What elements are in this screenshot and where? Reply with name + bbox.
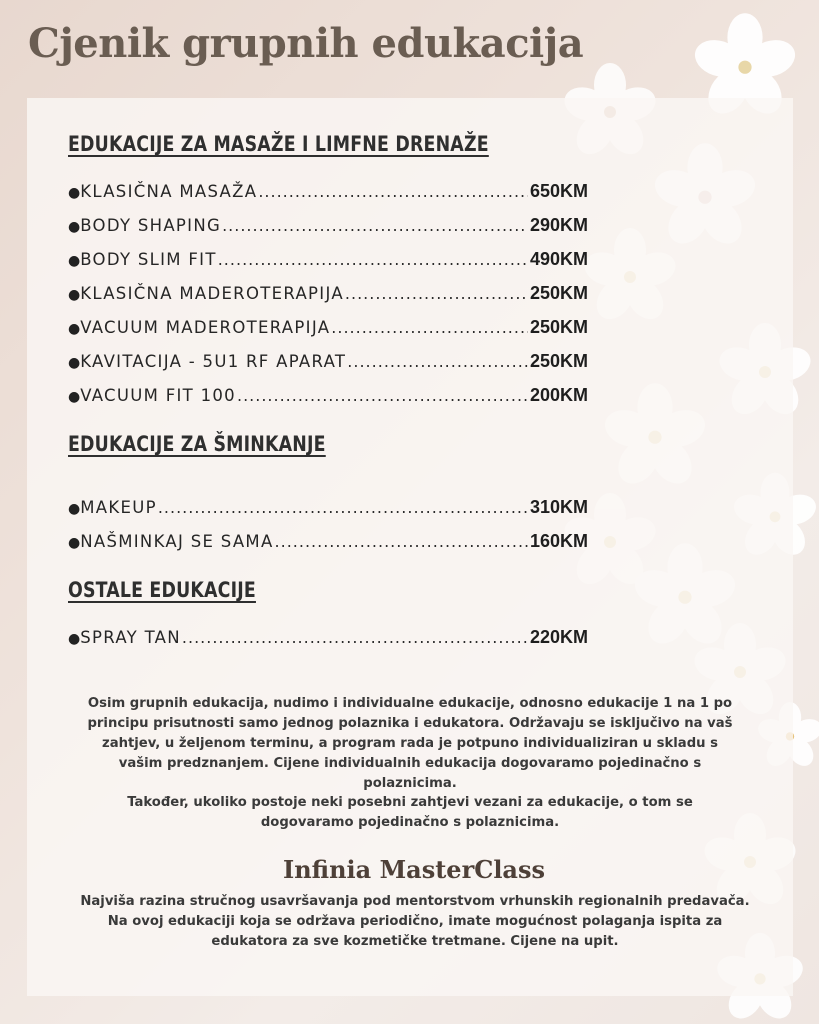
leader-dots [158,491,528,525]
leader-dots [258,175,528,209]
price-list [68,620,588,654]
section-other [68,578,588,654]
item-name: KLASIČNA MADEROTERAPIJA [80,284,344,303]
list-item [68,490,588,524]
bullet-icon: ● [68,355,81,371]
leader-dots [345,277,528,311]
item-price: 490KM [529,249,588,269]
leader-dots [182,621,528,655]
leader-dots [331,311,528,345]
list-item [68,208,588,242]
list-item [68,242,588,276]
item-price: 250KM [529,351,588,371]
bullet-icon: ● [68,219,81,235]
section-makeup [68,432,588,558]
bullet-icon: ● [68,287,81,303]
item-price: 290KM [529,215,588,235]
masterclass-title: Infinia MasterClass [282,855,546,884]
item-price: 250KM [529,283,588,303]
bullet-icon: ● [68,501,81,517]
leader-dots [275,525,528,559]
bullet-icon: ● [68,631,81,647]
item-price: 160KM [529,531,588,551]
price-list [68,174,588,412]
list-item [68,344,588,378]
bullet-icon: ● [68,389,81,405]
leader-dots [218,243,528,277]
list-item [68,310,588,344]
item-price: 220KM [529,627,588,647]
section-massage [68,132,588,412]
item-name: VACUUM FIT 100 [80,386,236,405]
section-heading: OSTALE EDUKACIJE [68,578,256,602]
leader-dots [347,345,528,379]
bullet-icon: ● [68,185,81,201]
section-heading: EDUKACIJE ZA ŠMINKANJE [68,432,326,456]
price-list [68,490,588,558]
individual-education-text: Osim grupnih edukacija, nudimo i individualne edukacije, odnosno edukacije 1 na 1 po principu prisutnosti samo jednog polaznika i edukatora. Održavaju se isključivo na vaš zahtjev, u željenom terminu, a program rada je potpuno individualiziran u skladu s vašim predznanjem. Cijene individualnih edukacija dogovaramo pojedinačno s polaznicima. [87,696,733,791]
bullet-icon: ● [68,535,81,551]
bullet-icon: ● [68,321,81,337]
item-name: KAVITACIJA - 5U1 RF APARAT [80,352,347,371]
list-item [68,174,588,208]
item-name: NAŠMINKAJ SE SAMA [80,532,274,551]
item-name: SPRAY TAN [80,628,181,647]
item-price: 310KM [529,497,588,517]
item-name: VACUUM MADEROTERAPIJA [80,318,331,337]
section-heading: EDUKACIJE ZA MASAŽE I LIMFNE DRENAŽE [68,132,489,156]
special-requests-text: Također, ukoliko postoje neki posebni zahtjevi vezani za edukacije, o tom se dogovaramo pojedinačno s polaznicima. [127,795,693,830]
bullet-icon: ● [68,253,81,269]
item-name: BODY SLIM FIT [80,250,217,269]
list-item [68,378,588,412]
list-item [68,620,588,654]
item-price: 200KM [529,385,588,405]
item-name: KLASIČNA MASAŽA [80,182,258,201]
list-item [68,276,588,310]
list-item [68,524,588,558]
item-price: 650KM [529,181,588,201]
item-name: MAKEUP [80,498,157,517]
leader-dots [237,379,528,413]
page-title: Cjenik grupnih edukacija [28,20,584,67]
masterclass-text: Najviša razina stručnog usavršavanja pod mentorstvom vrhunskih regionalnih predavača. Na ovoj edukaciji koja se održava periodično, imate mogućnost polaganja ispita za edukatora za sve kozmetičke tretmane. Cijene na upit. [80,894,750,949]
item-price: 250KM [529,317,588,337]
item-name: BODY SHAPING [80,216,222,235]
leader-dots [222,209,528,243]
